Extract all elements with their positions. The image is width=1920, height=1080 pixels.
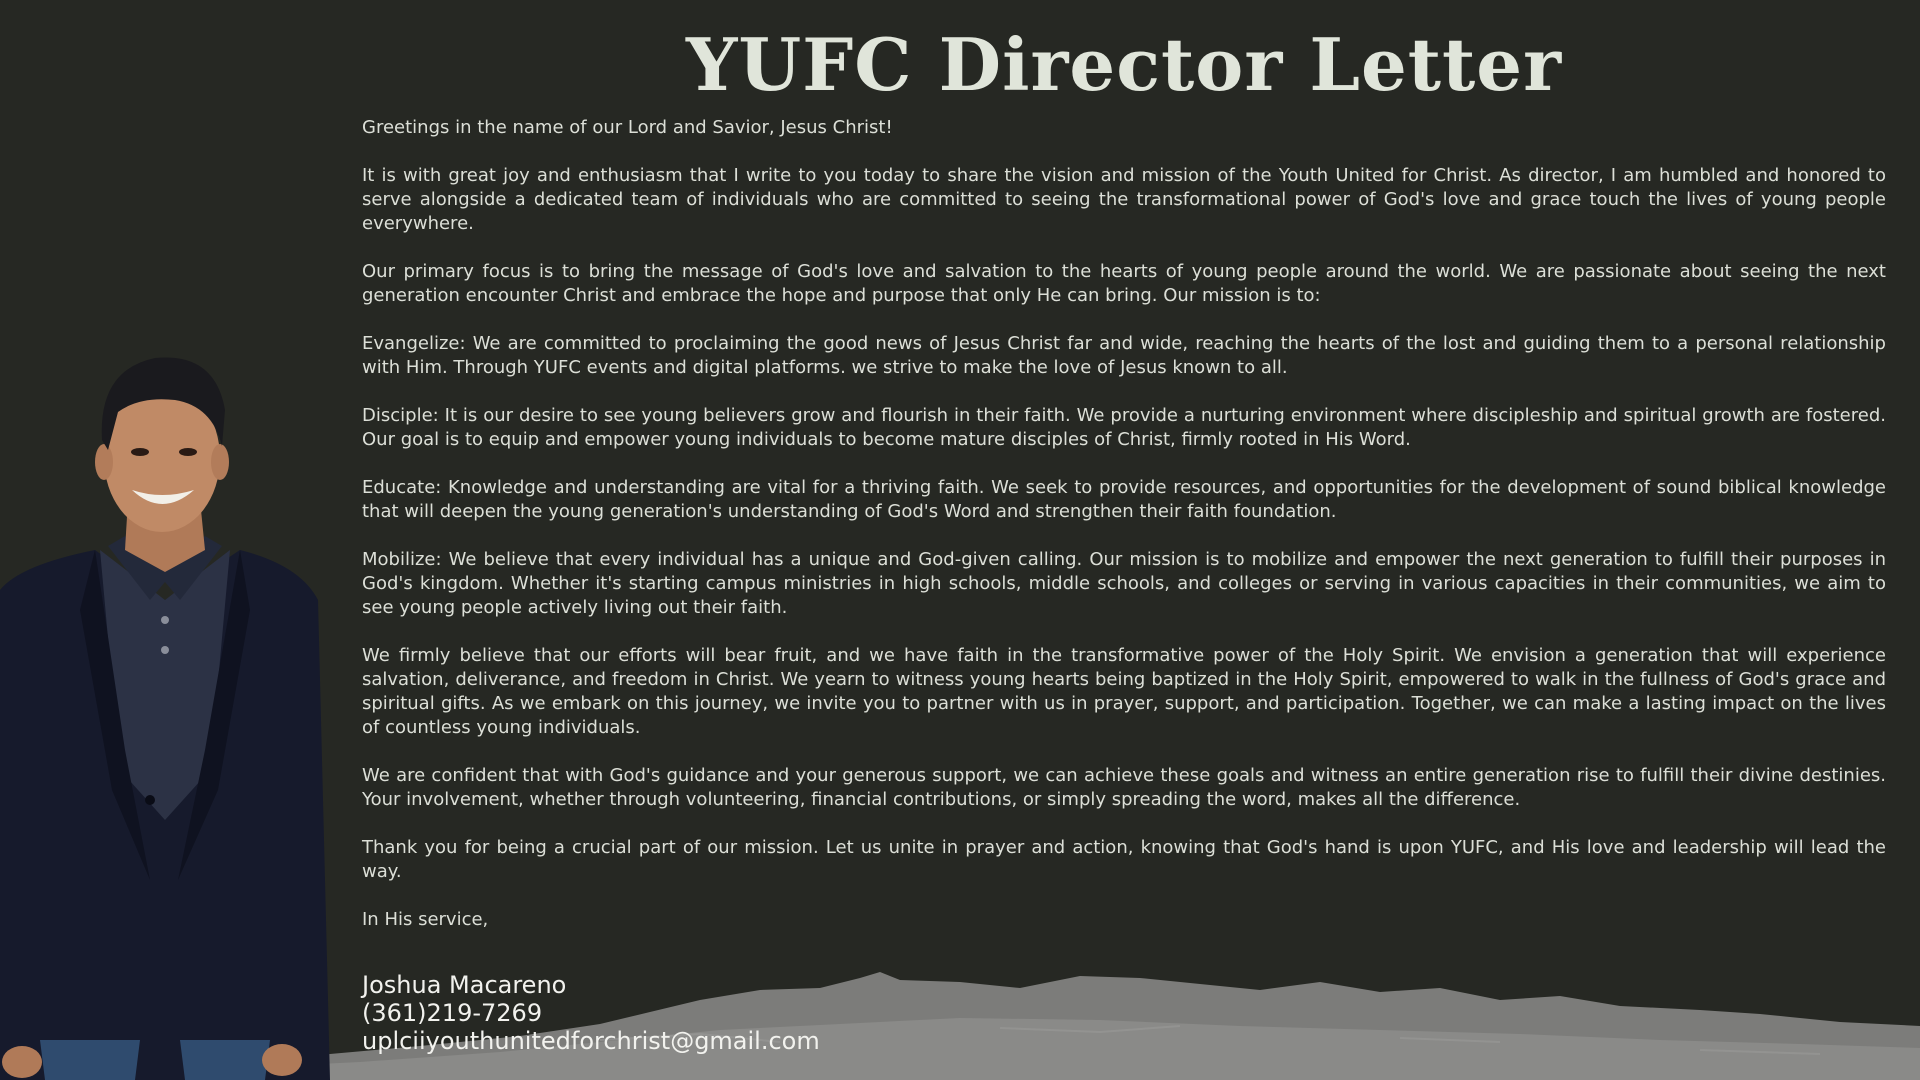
- paragraph-mobilize: Mobilize: We believe that every individual has a unique and God-given calling. Our mission is to mobilize and empower the next generation to fulfill their purposes in God's kingdom. Whether it's starting campus ministries in high schools, middle schools, and colleges or serving in various capacities in their communities, we aim to see young people actively living out their faith.: [362, 549, 1886, 618]
- letter-greeting: Greetings in the name of our Lord and Savior, Jesus Christ!: [362, 117, 893, 138]
- paragraph-belief: We firmly believe that our efforts will bear fruit, and we have faith in the transformative power of the Holy Spirit. We envision a generation that will experience salvation, deliverance, and freedom in Christ. We yearn to witness young hearts being baptized in the Holy Spirit, empowered to walk in the fullness of God's grace and spiritual gifts. As we embark on this journey, we invite you to partner with us in prayer, support, and participation. Together, we can make a lasting impact on the lives of countless young individuals.: [362, 645, 1886, 738]
- letter-body: [362, 116, 1886, 956]
- letter-closing: In His service,: [362, 909, 489, 930]
- paragraph-confidence: We are confident that with God's guidance and your generous support, we can achieve these goals and witness an entire generation rise to fulfill their divine destinies. Your involvement, whether through volunteering, financial contributions, or simply spreading the word, makes all the difference.: [362, 765, 1886, 810]
- page-title: YUFC Director Letter: [685, 22, 1563, 107]
- signatory-phone: (361)219-7269: [362, 999, 543, 1027]
- paragraph-thanks: Thank you for being a crucial part of our mission. Let us unite in prayer and action, knowing that God's hand is upon YUFC, and His love and leadership will lead the way.: [362, 837, 1886, 882]
- paragraph-educate: Educate: Knowledge and understanding are vital for a thriving faith. We seek to provide resources, and opportunities for the development of sound biblical knowledge that will deepen the young generation's understanding of God's Word and strengthen their faith foundation.: [362, 477, 1886, 522]
- paragraph-focus: Our primary focus is to bring the message of God's love and salvation to the hearts of young people around the world. We are passionate about seeing the next generation encounter Christ and embrace the hope and purpose that only He can bring. Our mission is to:: [362, 261, 1886, 306]
- director-photo: [0, 350, 330, 1080]
- paragraph-disciple: Disciple: It is our desire to see young believers grow and flourish in their faith. We provide a nurturing environment where discipleship and spiritual growth are fostered. Our goal is to equip and empower young individuals to become mature disciples of Christ, firmly rooted in His Word.: [362, 405, 1886, 450]
- paragraph-evangelize: Evangelize: We are committed to proclaiming the good news of Jesus Christ far and wide, reaching the hearts of the lost and guiding them to a personal relationship with Him. Through YUFC events and digital platforms. we strive to make the love of Jesus known to all.: [362, 333, 1886, 378]
- signature-block: [362, 971, 820, 1055]
- paragraph-intro: It is with great joy and enthusiasm that I write to you today to share the vision and mission of the Youth United for Christ. As director, I am humbled and honored to serve alongside a dedicated team of individuals who are committed to seeing the transformational power of God's love and grace touch the lives of young people everywhere.: [362, 165, 1886, 234]
- signatory-email: uplciiyouthunitedforchrist@gmail.com: [362, 1027, 820, 1055]
- signatory-name: Joshua Macareno: [362, 971, 567, 999]
